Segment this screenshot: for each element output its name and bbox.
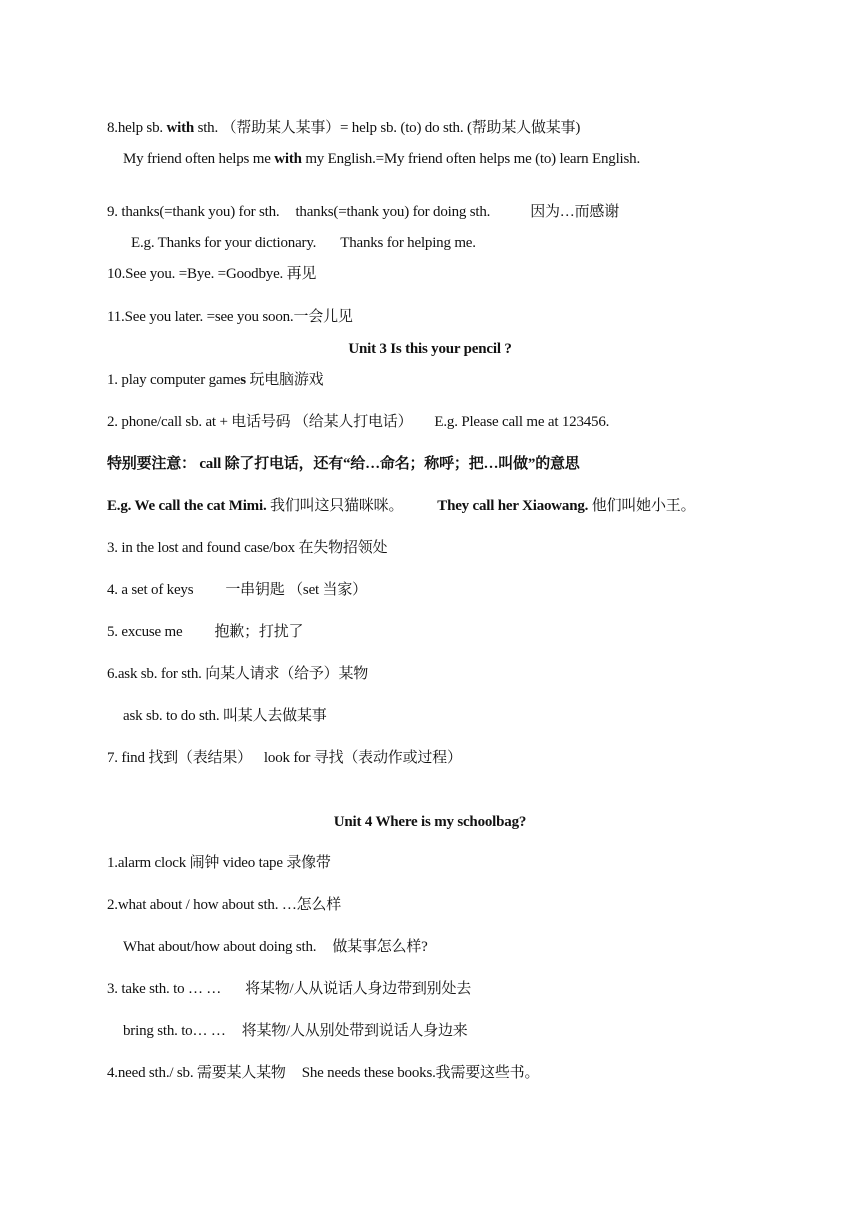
item-8-example [123,149,640,169]
unit-4-item-2 [107,895,341,915]
text: 7. find 找到（表结果） [107,750,252,766]
text: 9. thanks(=thank you) for sth. [107,204,280,220]
unit-3-item-5 [107,622,303,642]
heading-text: Unit 4 Where is my schoolbag? [333,814,527,830]
unit-3-item-1 [107,370,323,390]
text: Thanks for helping me. [340,235,476,251]
text: 4. a set of keys [107,582,194,598]
text: ask sb. to do sth. 叫某人去做某事 [123,708,327,724]
text: 做某事怎么样? [332,939,428,955]
text: 因为…而感谢 [530,204,620,220]
unit-3-item-3 [107,538,387,558]
text: She needs these books.我需要这些书。 [301,1065,540,1081]
item-9-example [131,233,476,253]
bold-example: E.g. We call the cat Mimi. [107,498,267,514]
item-10-see-you [107,264,316,284]
text: E.g. Thanks for your dictionary. [131,235,317,251]
unit-3-item-6-sub [123,706,327,726]
bold-example: They call her Xiaowang. [437,498,589,514]
text: 2.what about / how about sth. …怎么样 [107,897,342,913]
text: 玩电脑游戏 [245,372,324,388]
text: 11.See you later. =see you soon.一会儿见 [107,309,353,325]
text: 他们叫她小王。 [588,498,696,514]
item-9-thanks [107,202,619,222]
unit-4-heading [0,812,860,832]
text: E.g. Please call me at 123456. [434,414,610,430]
text: My friend often helps me [123,151,275,167]
text: my English.=My friend often helps me (to) learn English. [301,151,641,167]
text: 2. phone/call sb. at + 电话号码 （给某人打电话） [107,414,413,430]
text: 1.alarm clock 闹钟 video tape 录像带 [107,855,331,871]
bold-keyword: with [166,120,195,136]
text: 8.help sb. [107,120,167,136]
unit-4-item-3 [107,979,471,999]
text: 10.See you. =Bye. =Goodbye. 再见 [107,266,317,282]
text: 抱歉；打扰了 [214,624,304,640]
unit-3-heading [0,339,860,359]
text: 5. excuse me [107,624,183,640]
heading-text: Unit 3 Is this your pencil ? [348,341,512,357]
text: 1. play computer game [107,372,241,388]
bold-letter: s [240,372,246,388]
unit-4-item-1 [107,853,331,873]
text: sth. （帮助某人某事）= help sb. (to) do sth. (帮助某人做某事) [194,120,581,136]
text: 6.ask sb. for sth. 向某人请求（给予）某物 [107,666,369,682]
text: 3. take sth. to … … [107,981,222,997]
unit-4-item-3-sub [123,1021,468,1041]
text: 一串钥匙 （set 当家） [225,582,367,598]
text: thanks(=thank you) for doing sth. [295,204,491,220]
text: 3. in the lost and found case/box 在失物招领处 [107,540,388,556]
note-text: 特别要注意： call 除了打电话，还有“给…命名；称呼；把…叫做”的意思 [107,456,580,472]
item-8-help-with [107,118,580,138]
unit-3-call-examples [107,496,695,516]
text: look for 寻找（表动作或过程） [263,750,462,766]
text: 4.need sth./ sb. 需要某人某物 [107,1065,286,1081]
unit-4-item-4 [107,1063,539,1083]
unit-3-special-note [107,454,580,474]
unit-3-item-2 [107,412,609,432]
text: 将某物/人从说话人身边带到别处去 [245,981,472,997]
unit-3-item-4 [107,580,367,600]
text: What about/how about doing sth. [123,939,317,955]
text: 将某物/人从别处带到说话人身边来 [241,1023,468,1039]
text: 我们叫这只猫咪咪。 [266,498,404,514]
item-11-see-you-later [107,307,353,327]
unit-3-item-6 [107,664,368,684]
unit-4-item-2-sub [123,937,428,957]
bold-keyword: with [274,151,302,167]
unit-3-item-7 [107,748,462,768]
text: bring sth. to… … [123,1023,226,1039]
